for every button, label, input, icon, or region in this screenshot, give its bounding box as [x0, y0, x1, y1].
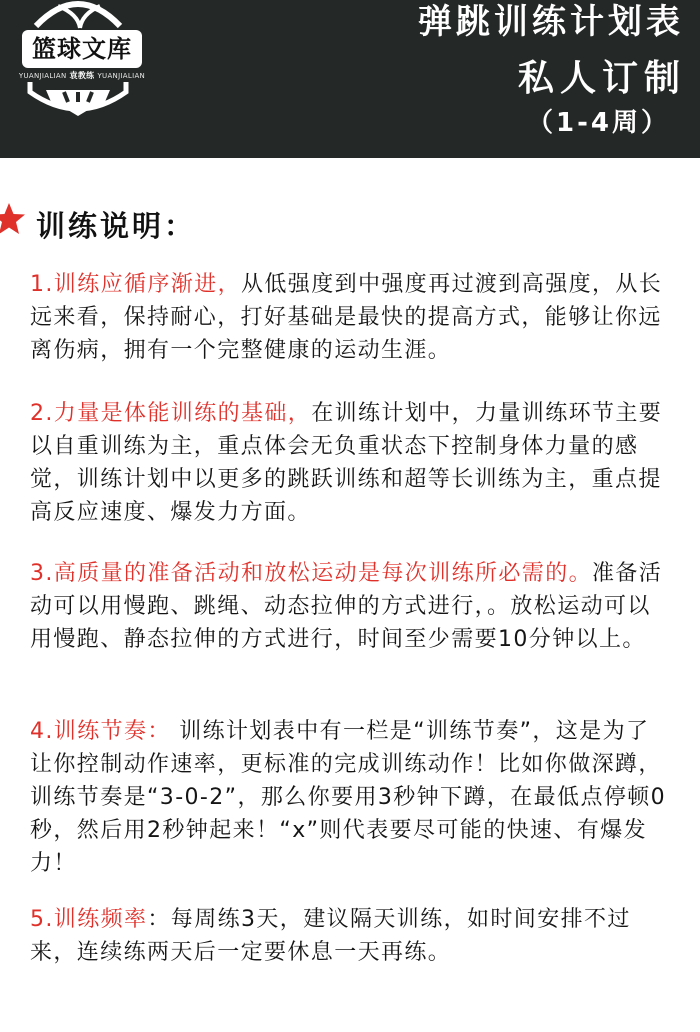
header-banner: [0, 0, 700, 158]
paragraph-5: [30, 903, 670, 969]
paragraph-1: [30, 268, 670, 367]
paragraph-3: [30, 557, 670, 656]
paragraph-2: [30, 397, 670, 529]
paragraph-2-highlight: 2.力量是体能训练的基础，: [30, 401, 312, 426]
logo-subtitle: [16, 70, 148, 81]
paragraph-4-body: 训练计划表中有一栏是“训练节奏”，这是为了让你控制动作速率，更标准的完成训练动作！比如你做深蹲，训练节奏是“3-0-2”，那么你要用3秒钟下蹲，在最低点停顿0秒，然后用2秒钟起来！“x”则代表要尽可能的快速、有爆发力！: [30, 719, 667, 876]
header-title-line2: 私人订制: [517, 58, 686, 99]
paragraph-2-body: 在训练计划中，力量训练环节主要以自重训练为主，重点体会无负重状态下控制身体力量的感觉，训练计划中以更多的跳跃训练和超等长训练为主，重点提高反应速度、爆发力方面。: [30, 401, 663, 525]
star-icon: [0, 202, 26, 236]
logo-sub-right: YUANJIALIAN: [97, 72, 146, 80]
logo-sub-left: YUANJIALIAN: [18, 72, 67, 80]
logo-sub-mid: 袁教练: [69, 71, 95, 80]
paragraph-3-body: 准备活动可以用慢跑、跳绳、动态拉伸的方式进行，。放松运动可以用慢跑、静态拉伸的方式进行，时间至少需要10分钟以上。: [30, 561, 663, 652]
paragraph-4-highlight: 4.训练节奏：: [30, 719, 171, 744]
paragraph-1-body: 从低强度到中强度再过渡到高强度，从长远来看，保持耐心，打好基础是最快的提高方式，能够让你远离伤病，拥有一个完整健康的运动生涯。: [30, 272, 663, 363]
paragraph-3-highlight: 3.高质量的准备活动和放松运动是每次训练所必需的。: [30, 561, 592, 586]
paragraph-5-body: ：每周练3天，建议隔天训练，如时间安排不过来，连续练两天后一定要休息一天再练。: [30, 907, 631, 965]
header-title-line3: （1-4周）: [527, 108, 670, 138]
section-title: 训练说明：: [36, 209, 197, 243]
header-title-line1: 弹跳训练计划表: [418, 2, 684, 42]
logo-title: 篮球文库: [22, 30, 142, 68]
basketball-library-logo: [8, 0, 148, 128]
paragraph-1-highlight: 1.训练应循序渐进，: [30, 272, 241, 297]
paragraph-4: [30, 715, 670, 880]
paragraph-5-highlight: 5.训练频率: [30, 907, 148, 932]
